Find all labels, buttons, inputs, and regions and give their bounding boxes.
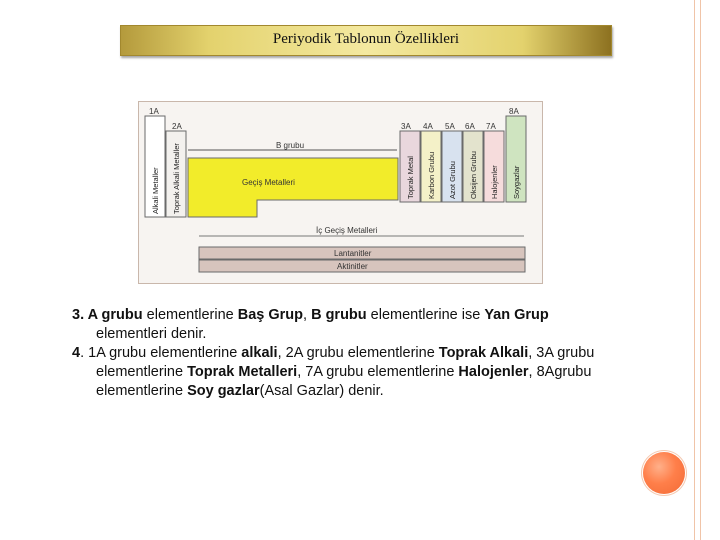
body-text bbox=[72, 306, 692, 401]
text-run: Baş Grup bbox=[237, 307, 303, 323]
text-run: Toprak Metalleri bbox=[187, 364, 298, 380]
text-run: , 2A grubu elementlerine bbox=[277, 345, 439, 361]
text-run: Toprak Alkali bbox=[438, 345, 529, 361]
text-run: , 7A grubu elementlerine bbox=[297, 364, 459, 380]
item-4-continuation bbox=[72, 363, 692, 382]
text-run: elementlerine bbox=[96, 383, 188, 399]
toprak-alkali-label: Toprak Alkali Metaller bbox=[172, 143, 181, 214]
decorative-orange-circle bbox=[643, 452, 685, 494]
text-run: , 8Agrubu bbox=[528, 364, 592, 380]
gecis-metalleri-block bbox=[188, 158, 398, 217]
group-label-4a: 4A bbox=[423, 122, 433, 131]
b-grubu-label: B grubu bbox=[276, 141, 305, 150]
group-label-7a: 7A bbox=[486, 122, 496, 131]
text-run: (Asal Gazlar) denir. bbox=[259, 383, 384, 399]
periodic-table-figure bbox=[138, 101, 543, 284]
lantanitler-label: Lantanitler bbox=[334, 249, 372, 258]
text-run: elementleri denir. bbox=[96, 326, 207, 342]
text-run: . 1A grubu elementlerine bbox=[80, 345, 242, 361]
halojen-label: Halojenler bbox=[490, 165, 499, 199]
periodic-table-diagram bbox=[139, 102, 542, 283]
azot-label: Azot Grubu bbox=[448, 161, 457, 199]
text-run: , bbox=[303, 307, 312, 323]
text-run: Halojenler bbox=[458, 364, 529, 380]
text-run: B grubu bbox=[311, 307, 367, 323]
text-run: Yan Grup bbox=[484, 307, 549, 323]
alkali-label: Alkali Metaller bbox=[151, 167, 160, 214]
group-label-3a: 3A bbox=[401, 122, 411, 131]
title-banner bbox=[120, 25, 612, 56]
aktinitler-label: Aktinitler bbox=[337, 262, 368, 271]
text-run: alkali bbox=[241, 345, 278, 361]
page-title: Periyodik Tablonun Özellikleri bbox=[272, 31, 460, 47]
item-3-continuation bbox=[72, 325, 692, 344]
text-run: , 3A grubu bbox=[528, 345, 595, 361]
group-label-5a: 5A bbox=[445, 122, 455, 131]
text-run: elementlerine bbox=[142, 307, 238, 323]
item-3-line bbox=[72, 306, 692, 325]
gecis-metalleri-label: Geçiş Metalleri bbox=[242, 178, 295, 187]
text-run: 3. A grubu bbox=[72, 307, 143, 323]
text-run: elementlerine ise bbox=[366, 307, 485, 323]
karbon-label: Karbon Grubu bbox=[427, 151, 436, 199]
ic-gecis-label: İç Geçiş Metalleri bbox=[316, 226, 378, 235]
group-label-1a: 1A bbox=[149, 107, 159, 116]
soygaz-label: Soygazlar bbox=[512, 165, 521, 199]
toprak-metal-label: Toprak Metal bbox=[406, 156, 415, 199]
oksijen-label: Oksijen Grubu bbox=[469, 151, 478, 199]
text-run: 4 bbox=[72, 345, 81, 361]
text-run: Soy gazlar bbox=[187, 383, 260, 399]
group-label-8a: 8A bbox=[509, 107, 519, 116]
group-label-2a: 2A bbox=[172, 122, 182, 131]
text-run: elementlerine bbox=[96, 364, 188, 380]
item-4-continuation bbox=[72, 382, 692, 401]
item-4-line bbox=[72, 344, 692, 363]
decorative-line-left bbox=[694, 0, 695, 540]
group-label-6a: 6A bbox=[465, 122, 475, 131]
decorative-line-right bbox=[700, 0, 701, 540]
